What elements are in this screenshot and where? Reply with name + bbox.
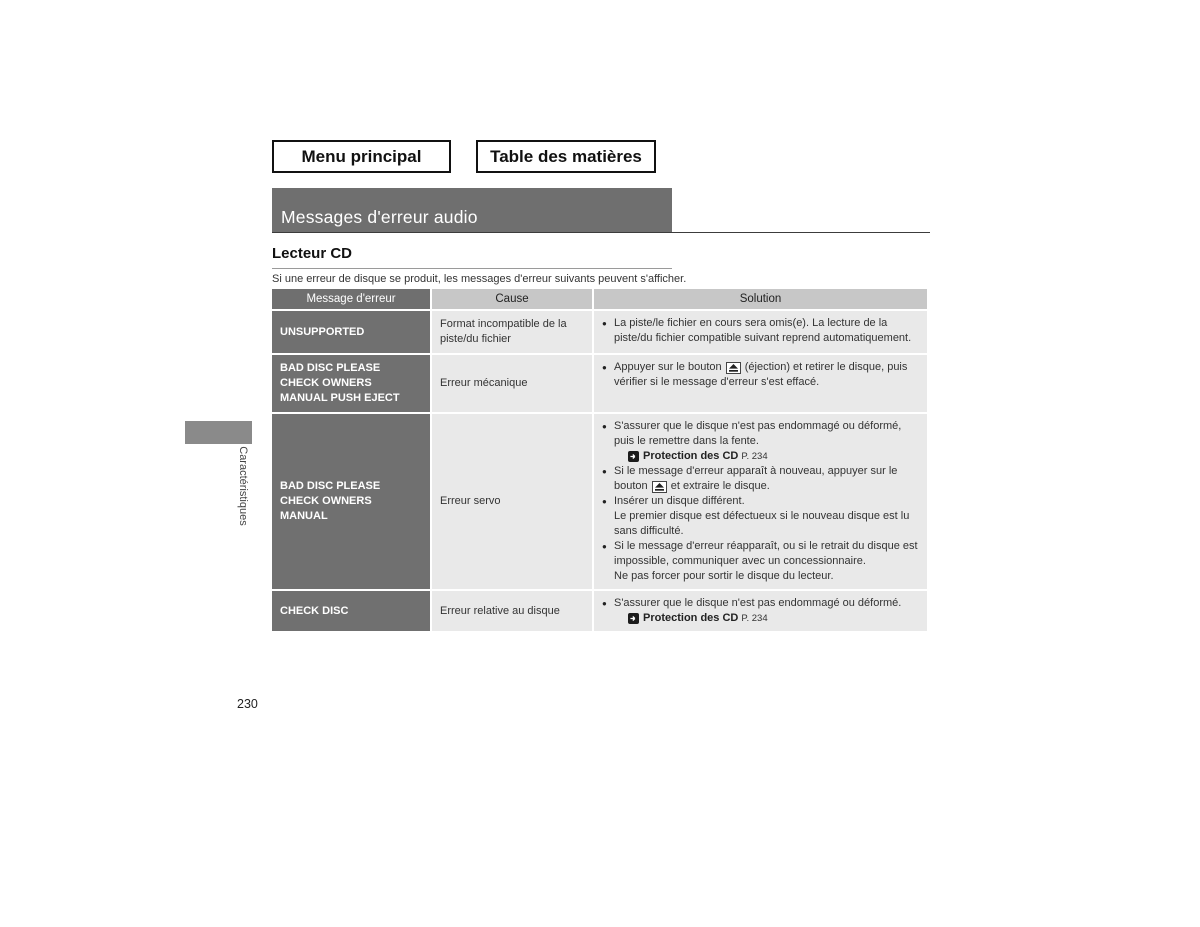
- chapter-tab: [185, 421, 252, 444]
- bullet-icon: ●: [602, 542, 607, 551]
- solution-text: [614, 494, 919, 539]
- solution-bullet: [602, 419, 919, 449]
- solution-line-2: Le premier disque est défectueux si le nouveau disque est lu sans difficulté.: [614, 510, 910, 537]
- section-banner-title: Messages d'erreur audio: [281, 207, 478, 227]
- reference-page: P. 234: [741, 451, 768, 462]
- section-banner: [272, 188, 672, 233]
- solution-bullet: [602, 596, 919, 611]
- column-header-cause: Cause: [432, 289, 592, 309]
- cause-text: Erreur mécanique: [440, 377, 528, 389]
- solution-bullet: [602, 360, 919, 390]
- cause-unsupported: [432, 311, 592, 353]
- solution-bad-disc: [594, 414, 927, 589]
- solution-bullet: [602, 316, 919, 346]
- solution-text: La piste/le fichier en cours sera omis(e). La lecture de la piste/du fichier compatible suivant reprend automatiquement.: [614, 317, 912, 344]
- solution-bullet: [602, 494, 919, 539]
- bullet-icon: ●: [602, 363, 607, 372]
- solution-text: [614, 539, 919, 584]
- solution-text: [614, 360, 919, 390]
- error-message-unsupported: UNSUPPORTED: [272, 311, 430, 353]
- column-header-message: Message d'erreur: [272, 289, 430, 309]
- error-message-bad-disc-push-eject: BAD DISC PLEASE CHECK OWNERS MANUAL PUSH EJECT: [272, 355, 430, 412]
- error-message-bad-disc: BAD DISC PLEASE CHECK OWNERS MANUAL: [272, 414, 430, 589]
- cause-text: Erreur relative au disque: [440, 604, 560, 617]
- bullet-icon: ●: [602, 497, 607, 506]
- column-header-solution: Solution: [594, 289, 927, 309]
- eject-button-icon: [726, 362, 741, 374]
- solution-line-1: Si le message d'erreur réapparaît, ou si le retrait du disque est impossible, communiquer avec un concessionnaire.: [614, 540, 918, 567]
- intro-text: Si une erreur de disque se produit, les messages d'erreur suivants peuvent s'afficher.: [272, 273, 687, 285]
- see-reference-icon: [628, 613, 639, 624]
- cause-text: Erreur servo: [440, 495, 501, 507]
- cause-mechanical: [432, 355, 592, 412]
- bullet-icon: ●: [602, 467, 607, 476]
- reference-link-protection-cd[interactable]: [628, 611, 919, 626]
- solution-text: [614, 464, 919, 494]
- cause-servo: [432, 414, 592, 589]
- reference-label: Protection des CD: [643, 612, 739, 624]
- subsection-title: Lecteur CD: [272, 245, 353, 262]
- section-banner-rule: [272, 232, 930, 233]
- main-menu-button[interactable]: Menu principal: [272, 140, 451, 173]
- see-reference-icon: [628, 451, 639, 462]
- solution-text-before: Si le message d'erreur apparaît à nouveau, appuyer sur le bouton: [614, 465, 898, 492]
- cause-disc-error: [432, 591, 592, 631]
- solution-text-before: Appuyer sur le bouton: [614, 361, 725, 373]
- error-message-table: [272, 289, 927, 631]
- solution-text-after: et extraire le disque.: [667, 480, 770, 492]
- solution-text: S'assurer que le disque n'est pas endommagé ou déformé.: [614, 597, 902, 609]
- bullet-icon: ●: [602, 319, 607, 328]
- solution-check-disc: [594, 591, 927, 631]
- solution-bullet: [602, 464, 919, 494]
- error-message-check-disc: CHECK DISC: [272, 591, 430, 631]
- cause-text: Format incompatible de la piste/du fichier: [440, 318, 567, 345]
- subsection-rule: [272, 268, 672, 269]
- reference-page: P. 234: [741, 613, 768, 624]
- solution-line-1: Insérer un disque différent.: [614, 495, 745, 507]
- solution-bullet: [602, 539, 919, 584]
- solution-text: S'assurer que le disque n'est pas endommagé ou déformé, puis le remettre dans la fente.: [614, 420, 902, 447]
- solution-bad-disc-push-eject: [594, 355, 927, 412]
- bullet-icon: ●: [602, 422, 607, 431]
- page-number: 230: [237, 697, 258, 711]
- reference-label: Protection des CD: [643, 450, 739, 462]
- bullet-icon: ●: [602, 599, 607, 608]
- table-of-contents-button[interactable]: Table des matières: [476, 140, 656, 173]
- reference-link-protection-cd[interactable]: [628, 449, 919, 464]
- solution-unsupported: [594, 311, 927, 353]
- chapter-label: Caractéristiques: [237, 446, 249, 526]
- eject-button-icon: [652, 481, 667, 493]
- solution-text-after: (éjection) et retirer le disque, puis vérifier si le message d'erreur s'est effacé.: [614, 361, 908, 388]
- solution-line-2: Ne pas forcer pour sortir le disque du lecteur.: [614, 570, 834, 582]
